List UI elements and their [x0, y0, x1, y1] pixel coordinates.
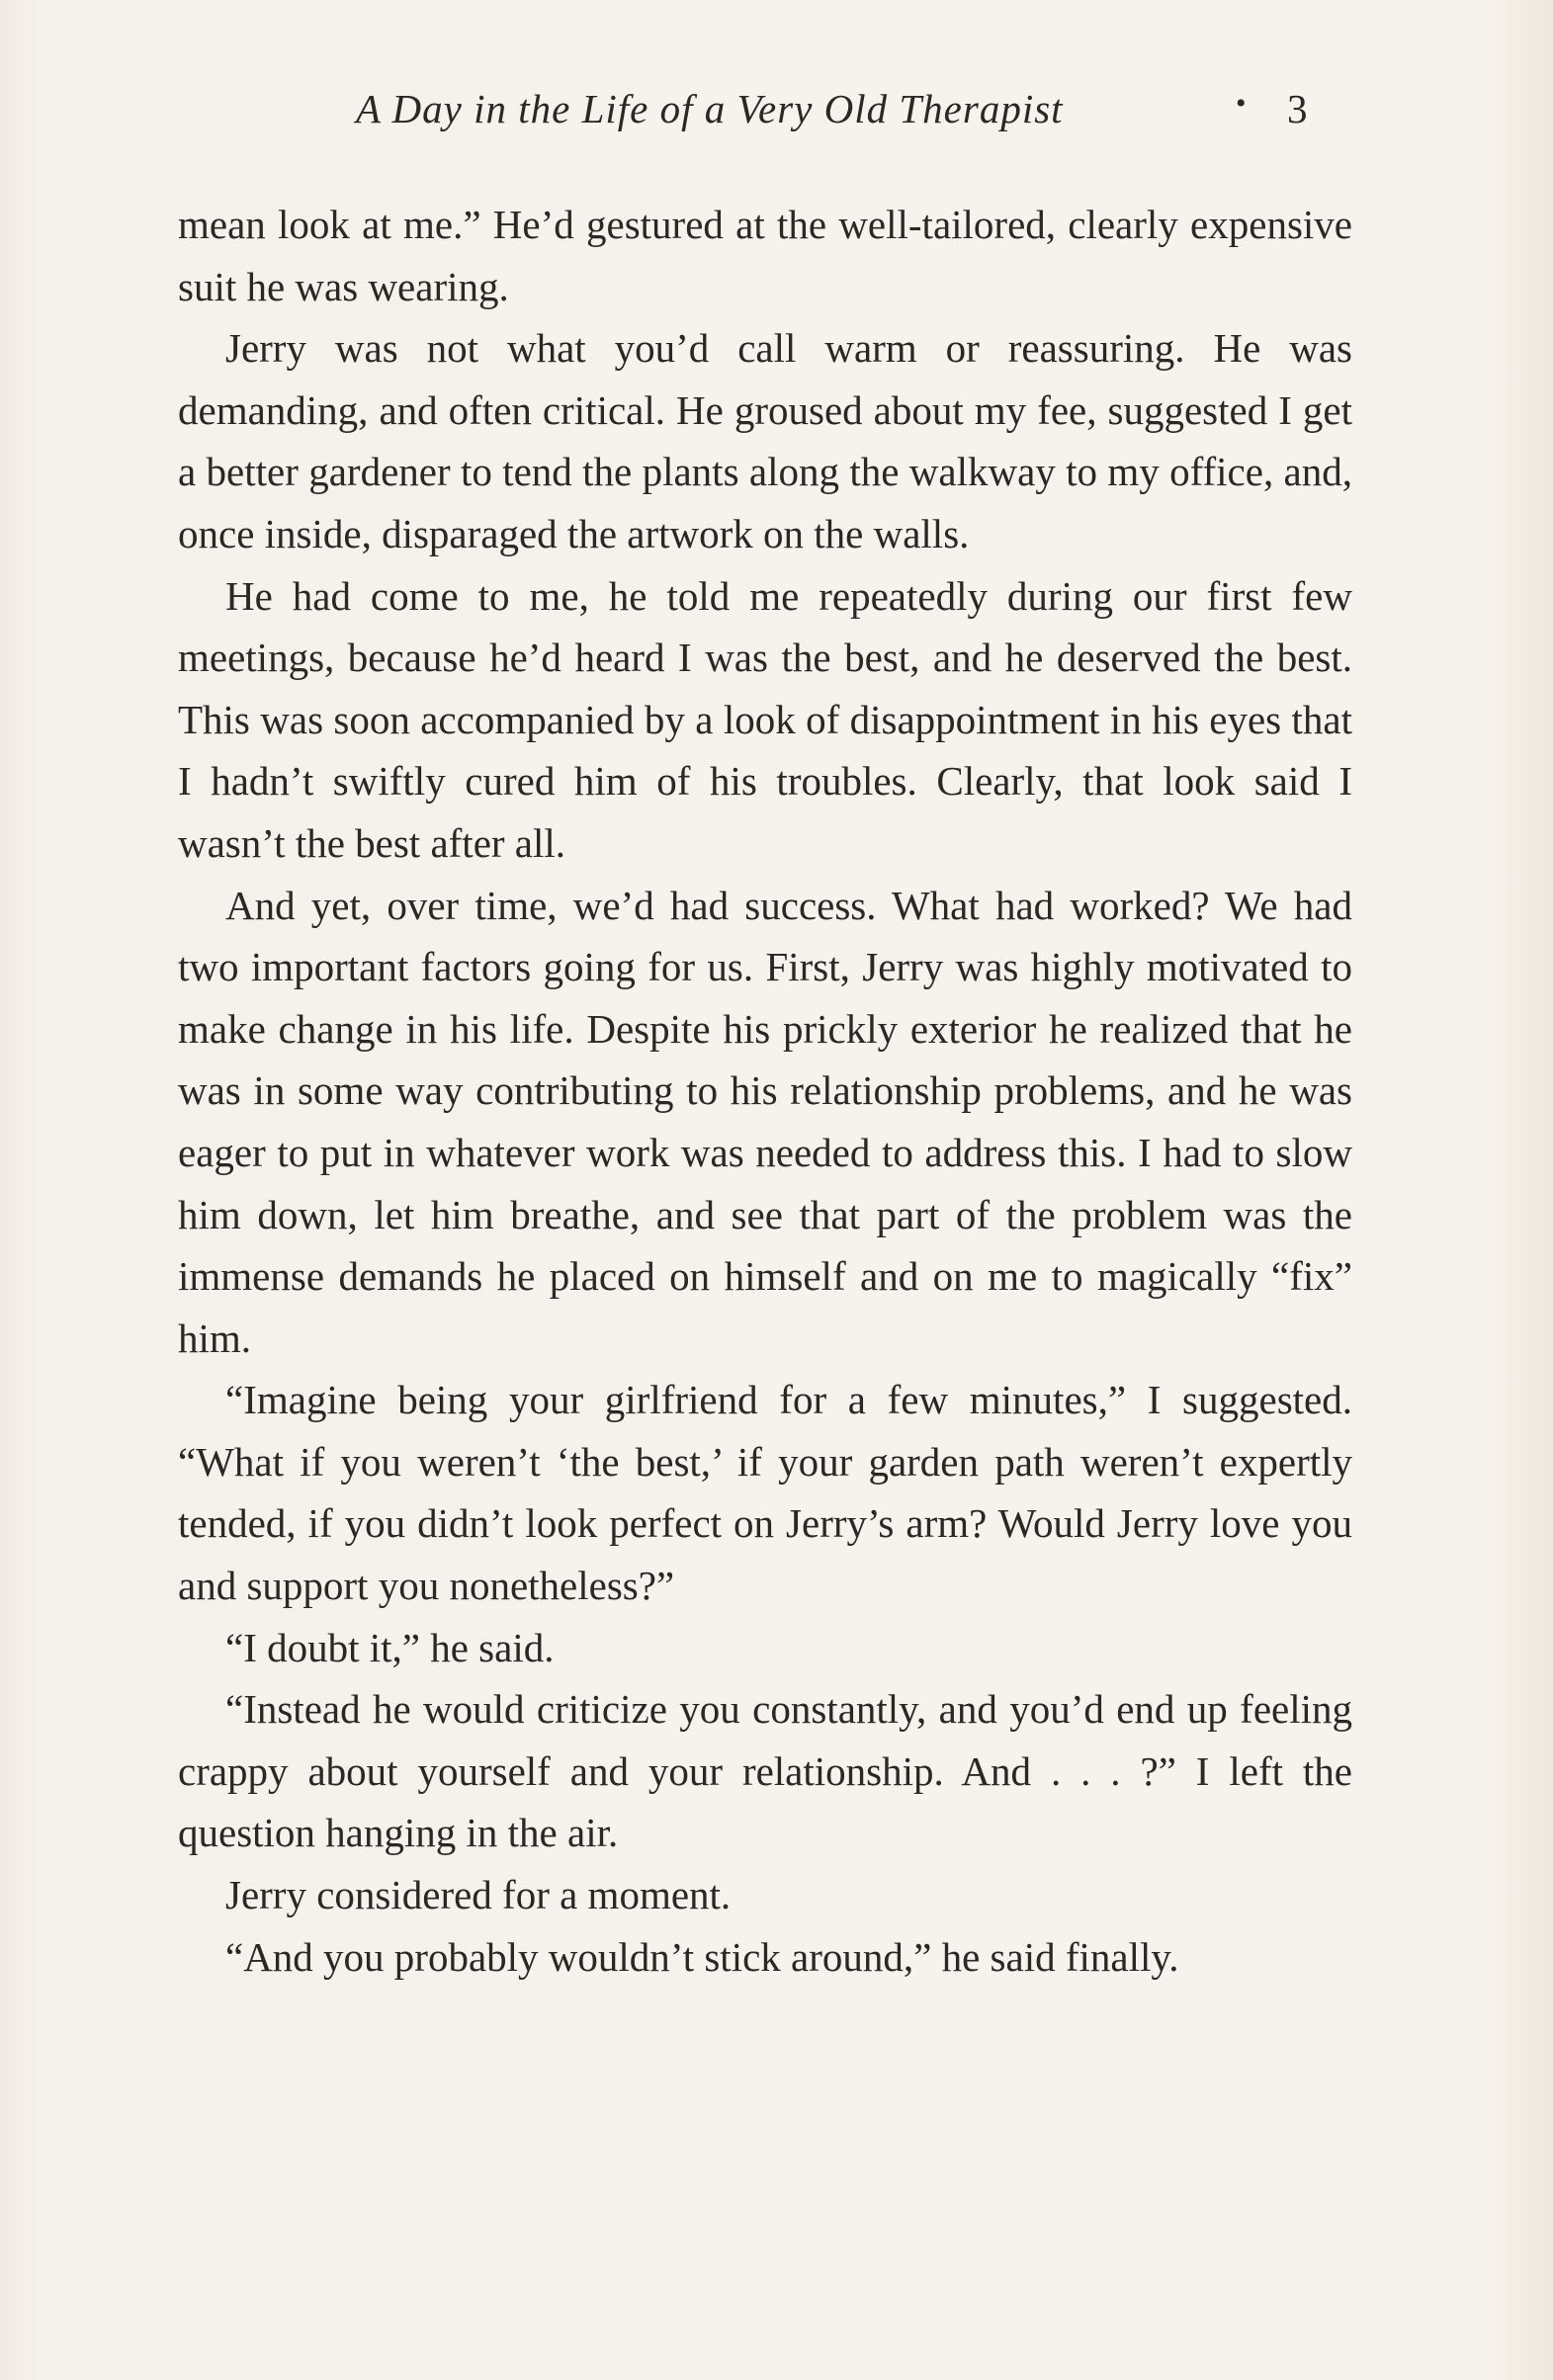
- paragraph: He had come to me, he told me repeatedly during our first few meetings, because he’d heard I was the best, and he deserved the best. This was soon accompanied by a look of disappointment in his eyes that I hadn’t swiftly cured him of his troubles. Clearly, that look said I wasn’t the best after all.: [178, 572, 1352, 866]
- page-number: 3: [1287, 86, 1308, 131]
- paragraph: Jerry was not what you’d call warm or reassuring. He was demanding, and often critical. He groused about my fee, suggested I get a better gardener to tend the plants along the walkway to my office, and, once inside, disparaged the artwork on the walls.: [178, 325, 1352, 556]
- running-header: [178, 85, 1344, 144]
- paragraph: mean look at me.” He’d gestured at the well-tailored, clearly expensive suit he was wearing.: [178, 202, 1352, 309]
- header-bullet: •: [1236, 87, 1247, 120]
- paragraph: “And you probably wouldn’t stick around,” he said finally.: [225, 1933, 1179, 1980]
- paragraph: Jerry considered for a moment.: [225, 1872, 732, 1918]
- paragraph: “I doubt it,” he said.: [225, 1624, 555, 1670]
- paragraph: And yet, over time, we’d had success. What had worked? We had two important factors going for us. First, Jerry was highly motivated to make change in his life. Despite his prickly exterior he realized that he was in some way contributing to his relationship problems, and he was eager to put in whatever work was needed to address this. I had to slow him down, let him breathe, and see that part of the problem was the immense demands he placed on himself and on me to magically “fix” him.: [178, 882, 1352, 1361]
- running-title: A Day in the Life of a Very Old Therapist: [356, 86, 1064, 131]
- paragraph: “Instead he would criticize you constantly, and you’d end up feeling crappy about yourself and your relationship. And . . . ?” I left the question hanging in the air.: [178, 1686, 1352, 1856]
- body-text: [178, 194, 1352, 1988]
- paragraph: “Imagine being your girlfriend for a few minutes,” I suggested. “What if you weren’t ‘the best,’ if your garden path weren’t expertly tended, if you didn’t look perfect on Jerry’s arm? Would Jerry love you and support you nonetheless?”: [178, 1377, 1352, 1609]
